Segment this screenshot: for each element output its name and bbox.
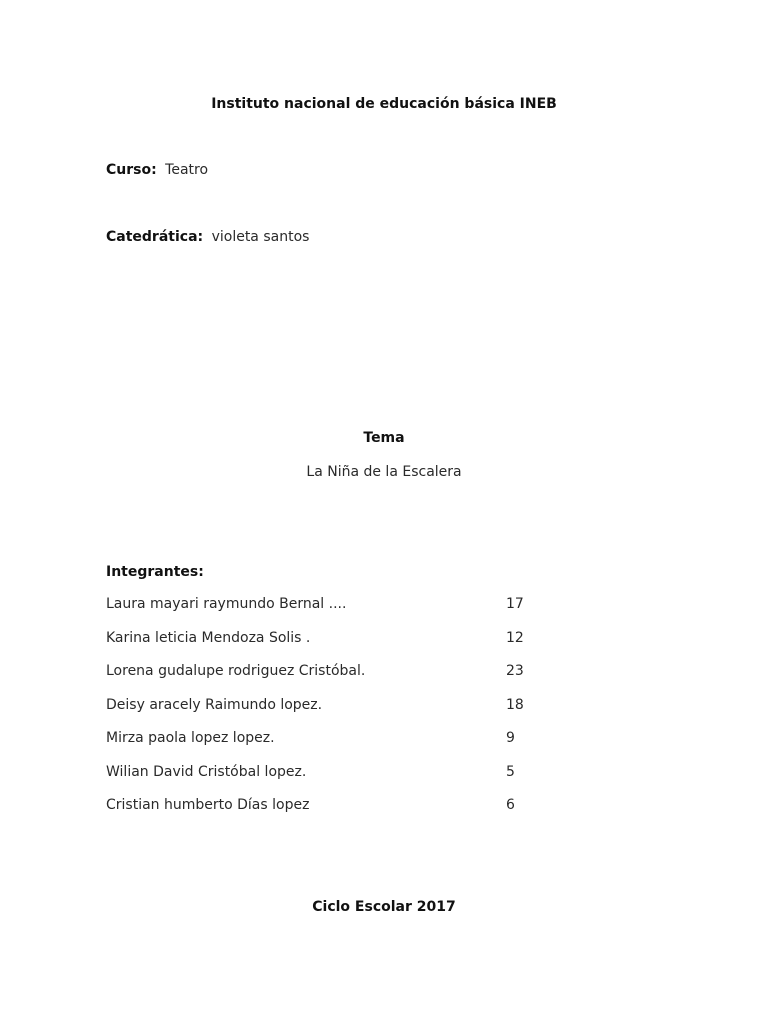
member-name: Cristian humberto Días lopez (106, 797, 310, 813)
member-name: Karina leticia Mendoza Solis . (106, 629, 311, 646)
topic-value: La Niña de la Escalera (306, 464, 462, 480)
member-row (106, 696, 546, 730)
teacher-value: violeta santos (211, 229, 310, 245)
course-line (106, 161, 208, 179)
member-row (106, 763, 546, 797)
member-name: Laura mayari raymundo Bernal .... (106, 596, 347, 612)
topic-label: Tema (363, 430, 405, 446)
member-name: Deisy aracely Raimundo lopez. (106, 696, 323, 713)
institute-title: Instituto nacional de educación básica INEB (211, 96, 557, 112)
members-label: Integrantes: (106, 564, 204, 580)
member-number: 5 (506, 763, 515, 780)
member-number: 6 (506, 797, 515, 813)
member-row (106, 662, 546, 696)
teacher-label: Catedrática: (106, 229, 204, 245)
member-row (106, 595, 546, 629)
members-list (106, 595, 546, 830)
school-cycle: Ciclo Escolar 2017 (312, 899, 456, 915)
course-value: Teatro (165, 162, 209, 178)
member-number: 18 (506, 696, 524, 713)
member-row (106, 629, 546, 663)
member-name: Wilian David Cristóbal lopez. (106, 763, 307, 780)
member-number: 12 (506, 629, 524, 646)
teacher-line (106, 228, 309, 246)
course-label: Curso: (106, 162, 157, 178)
member-row (106, 796, 546, 830)
member-name: Lorena gudalupe rodriguez Cristóbal. (106, 663, 366, 679)
member-row (106, 729, 546, 763)
member-number: 9 (506, 730, 515, 746)
member-number: 23 (506, 663, 524, 679)
member-name: Mirza paola lopez lopez. (106, 730, 275, 746)
member-number: 17 (506, 596, 524, 612)
